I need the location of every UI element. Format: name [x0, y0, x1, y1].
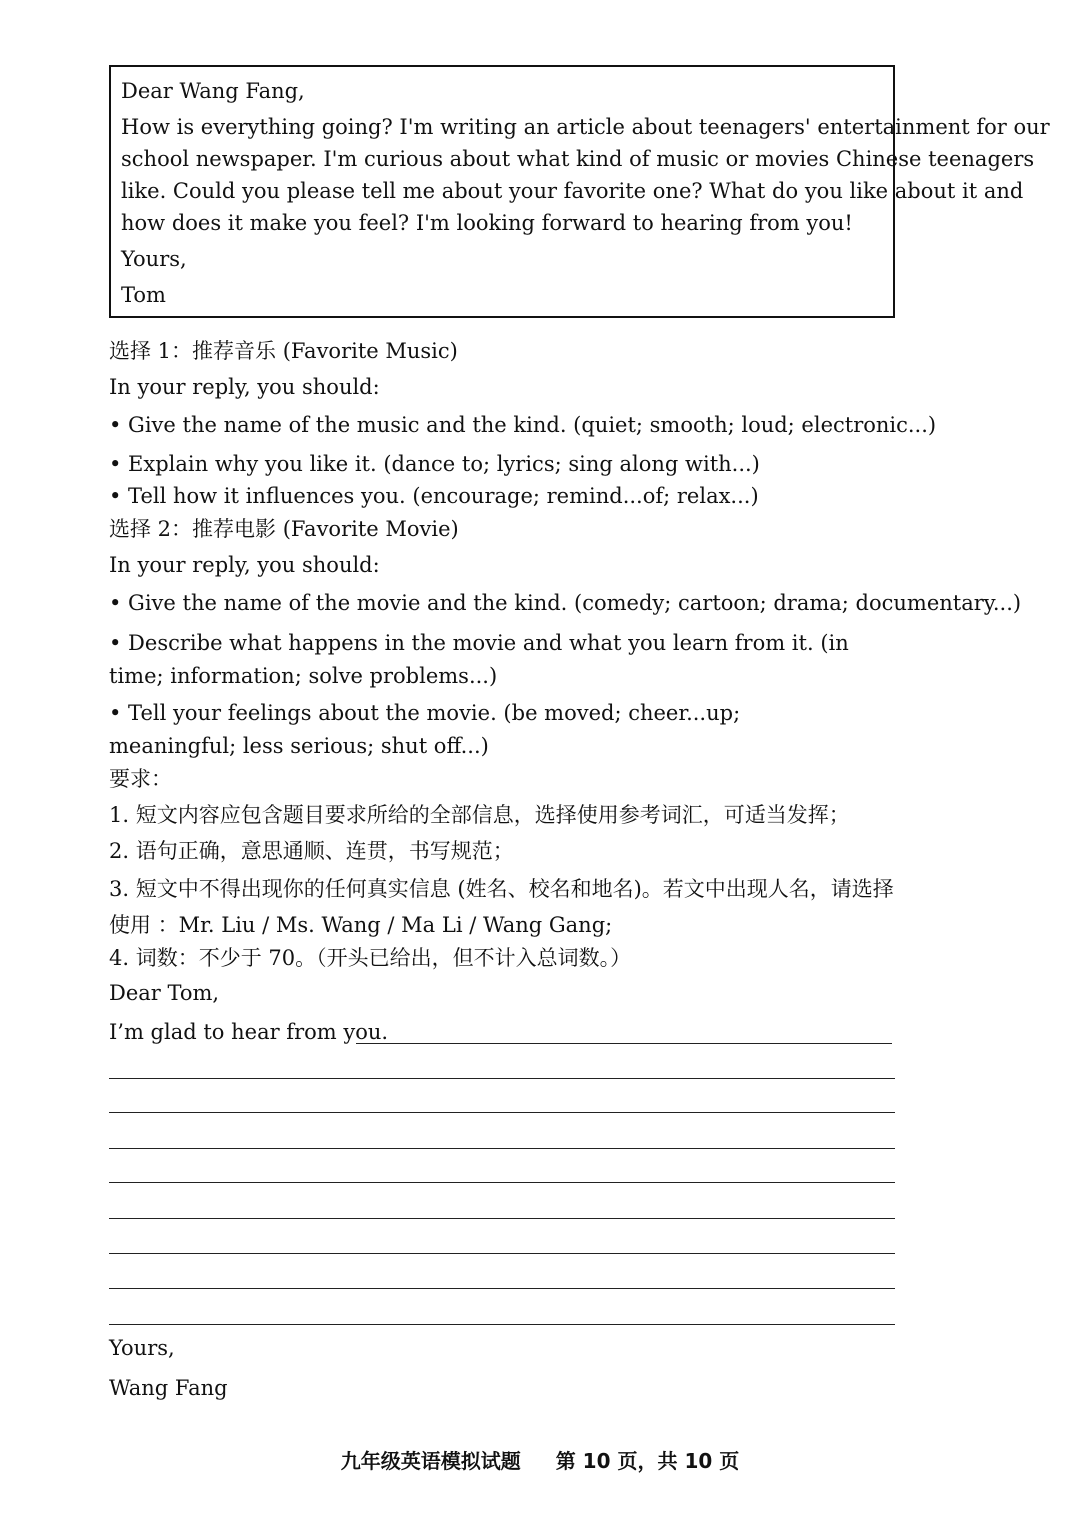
- letter-line: like. Could you please tell me about your favorite one? What do you like about it and: [121, 179, 1024, 203]
- letter-closing: Yours,: [121, 247, 187, 271]
- answer-line[interactable]: [109, 1288, 895, 1289]
- option1-bullet: • Explain why you like it. (dance to; lyrics; sing along with...): [109, 452, 760, 476]
- answer-line[interactable]: [109, 1112, 895, 1113]
- requirement-item: 2. 语句正确，意思通顺、连贯，书写规范；: [109, 839, 514, 863]
- answer-line[interactable]: [356, 1043, 892, 1044]
- option2-bullet: • Give the name of the movie and the kind. (comedy; cartoon; drama; documentary...): [109, 591, 1022, 615]
- answer-line[interactable]: [109, 1182, 895, 1183]
- option1-bullet: • Give the name of the music and the kind. (quiet; smooth; loud; electronic...): [109, 413, 937, 437]
- reply-salutation: Dear Tom,: [109, 981, 220, 1005]
- requirements-title: 要求：: [109, 767, 172, 791]
- option2-title: 选择 2：推荐电影 (Favorite Movie): [109, 517, 459, 541]
- letter-signature: Tom: [121, 283, 166, 307]
- option2-intro: In your reply, you should:: [109, 553, 380, 577]
- page-number: 第 10 页，共 10 页: [555, 1449, 740, 1473]
- option2-bullet: • Tell your feelings about the movie. (be moved; cheer...up; meaningful; less serious; shut off...): [109, 701, 741, 758]
- letter-line: how does it make you feel? I'm looking forward to hearing from you!: [121, 211, 853, 235]
- answer-line[interactable]: [109, 1078, 895, 1079]
- requirement-item: 4. 词数：不少于 70。（开头已给出，但不计入总词数。）: [109, 946, 632, 970]
- option1-title: 选择 1：推荐音乐 (Favorite Music): [109, 339, 458, 363]
- option1-bullet: • Tell how it influences you. (encourage; remind...of; relax...): [109, 484, 759, 508]
- letter-box: [109, 65, 1050, 318]
- reply-closing: Yours,: [109, 1336, 175, 1360]
- answer-line[interactable]: [109, 1148, 895, 1149]
- answer-line[interactable]: [109, 1253, 895, 1254]
- letter-line: How is everything going? I'm writing an article about teenagers' entertainment for our: [121, 115, 1050, 139]
- letter-salutation: Dear Wang Fang,: [121, 79, 305, 103]
- answer-line[interactable]: [109, 1324, 895, 1325]
- reply-signature: Wang Fang: [109, 1376, 228, 1400]
- requirement-item: 3. 短文中不得出现你的任何真实信息 (姓名、校名和地名)。若文中出现人名，请选择使用 ：Mr. Liu / Ms. Wang / Ma Li / Wang Gang;: [109, 877, 894, 937]
- letter-line: school newspaper. I'm curious about what kind of music or movies Chinese teenagers: [121, 147, 1035, 171]
- answer-line[interactable]: [109, 1218, 895, 1219]
- page-footer: [0, 1445, 1080, 1474]
- option1-intro: In your reply, you should:: [109, 375, 380, 399]
- option2-bullet: • Describe what happens in the movie and what you learn from it. (in time; information; solve problems...): [109, 631, 849, 688]
- exam-title: 九年级英语模拟试题: [340, 1449, 521, 1473]
- requirement-item: 1. 短文内容应包含题目要求所给的全部信息，选择使用参考词汇，可适当发挥；: [109, 803, 850, 827]
- reply-opening: I’m glad to hear from you.: [109, 1020, 389, 1044]
